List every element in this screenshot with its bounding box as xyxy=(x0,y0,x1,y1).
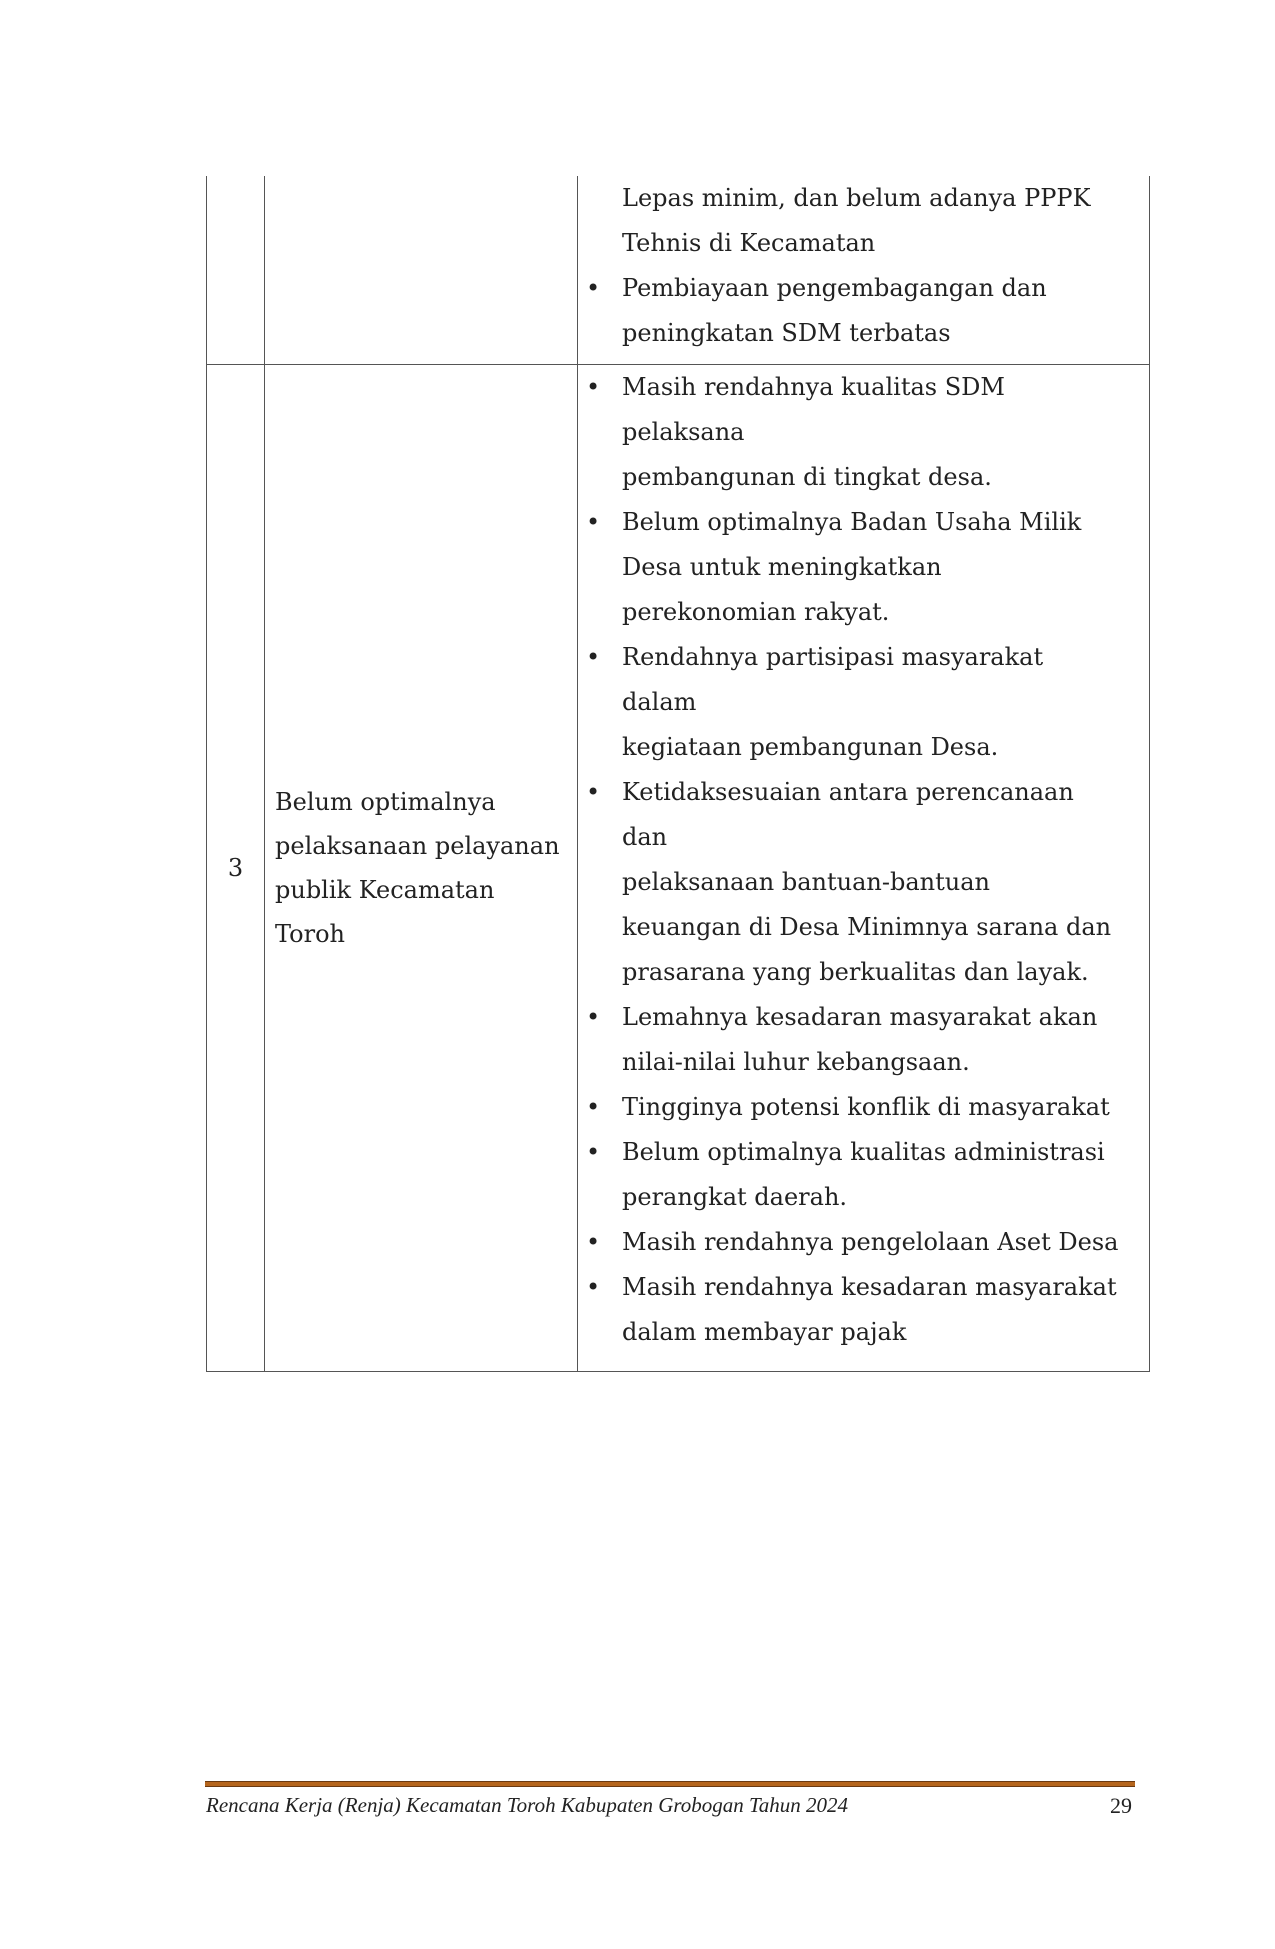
detail-cell xyxy=(578,365,1150,1372)
detail-list xyxy=(578,365,1149,1371)
list-item-line: pembangunan di tingkat desa. xyxy=(622,463,992,491)
list-item-line: • Tingginya potensi konflik di masyarakat xyxy=(622,1093,1110,1121)
list-item-line: dan xyxy=(622,823,668,851)
footer-text: Rencana Kerja (Renja) Kecamatan Toroh Kabupaten Grobogan Tahun 2024 xyxy=(206,1793,849,1817)
list-item xyxy=(578,500,1145,635)
list-item-line: perekonomian rakyat. xyxy=(622,598,890,626)
table-row-continued xyxy=(207,176,1150,365)
list-item-line: perangkat daerah. xyxy=(622,1183,848,1211)
problem-line: Belum optimalnya xyxy=(275,788,496,816)
list-item xyxy=(578,1130,1145,1220)
list-item-line: • Masih rendahnya kualitas SDM xyxy=(622,373,1005,401)
list-item xyxy=(578,770,1145,995)
list-item-line: • Lemahnya kesadaran masyarakat akan xyxy=(622,1003,1098,1031)
list-item-line: Lepas minim, dan belum adanya PPPK xyxy=(622,184,1091,212)
issues-table xyxy=(206,176,1150,1372)
list-item-line: • Masih rendahnya pengelolaan Aset Desa xyxy=(622,1228,1119,1256)
list-item xyxy=(578,1265,1145,1355)
list-item-line: • Ketidaksesuaian antara perencanaan xyxy=(622,778,1074,806)
list-item-line: keuangan di Desa Minimnya sarana dan xyxy=(622,913,1112,941)
list-item-line: prasarana yang berkualitas dan layak. xyxy=(622,958,1089,986)
detail-cell-continued xyxy=(578,176,1150,365)
list-item-line: • Belum optimalnya kualitas administrasi xyxy=(622,1138,1105,1166)
number-cell-continued xyxy=(207,176,265,365)
list-item xyxy=(578,176,1145,266)
list-item xyxy=(578,1220,1145,1265)
row-number: 3 xyxy=(207,365,265,1372)
list-item-line: pelaksanaan bantuan-bantuan xyxy=(622,868,990,896)
list-item-line: • Rendahnya partisipasi masyarakat xyxy=(622,643,1044,671)
problem-line: publik Kecamatan xyxy=(275,876,495,904)
list-item-line: dalam xyxy=(622,688,697,716)
list-item-line: • Pembiayaan pengembagangan dan xyxy=(622,274,1047,302)
list-item xyxy=(578,1085,1145,1130)
table-row-3 xyxy=(207,365,1150,1372)
list-item-line: • Masih rendahnya kesadaran masyarakat xyxy=(622,1273,1117,1301)
footer-rule xyxy=(205,1781,1135,1787)
page-number: 29 xyxy=(1110,1793,1132,1818)
problem-line: pelaksanaan pelayanan xyxy=(275,832,560,860)
list-item-line: peningkatan SDM terbatas xyxy=(622,319,951,347)
list-item xyxy=(578,266,1145,356)
problem-cell-continued xyxy=(265,176,578,365)
detail-list-continued xyxy=(578,176,1149,364)
list-item-line: • Belum optimalnya Badan Usaha Milik xyxy=(622,508,1082,536)
list-item-line: kegiataan pembangunan Desa. xyxy=(622,733,999,761)
list-item xyxy=(578,635,1145,770)
list-item-line: Desa untuk meningkatkan xyxy=(622,553,942,581)
problem-cell xyxy=(265,365,578,1372)
list-item xyxy=(578,365,1145,500)
list-item xyxy=(578,995,1145,1085)
list-item-line: Tehnis di Kecamatan xyxy=(622,229,876,257)
problem-line: Toroh xyxy=(275,920,345,948)
list-item-line: dalam membayar pajak xyxy=(622,1318,907,1346)
list-item-line: pelaksana xyxy=(622,418,745,446)
list-item-line: nilai-nilai luhur kebangsaan. xyxy=(622,1048,970,1076)
